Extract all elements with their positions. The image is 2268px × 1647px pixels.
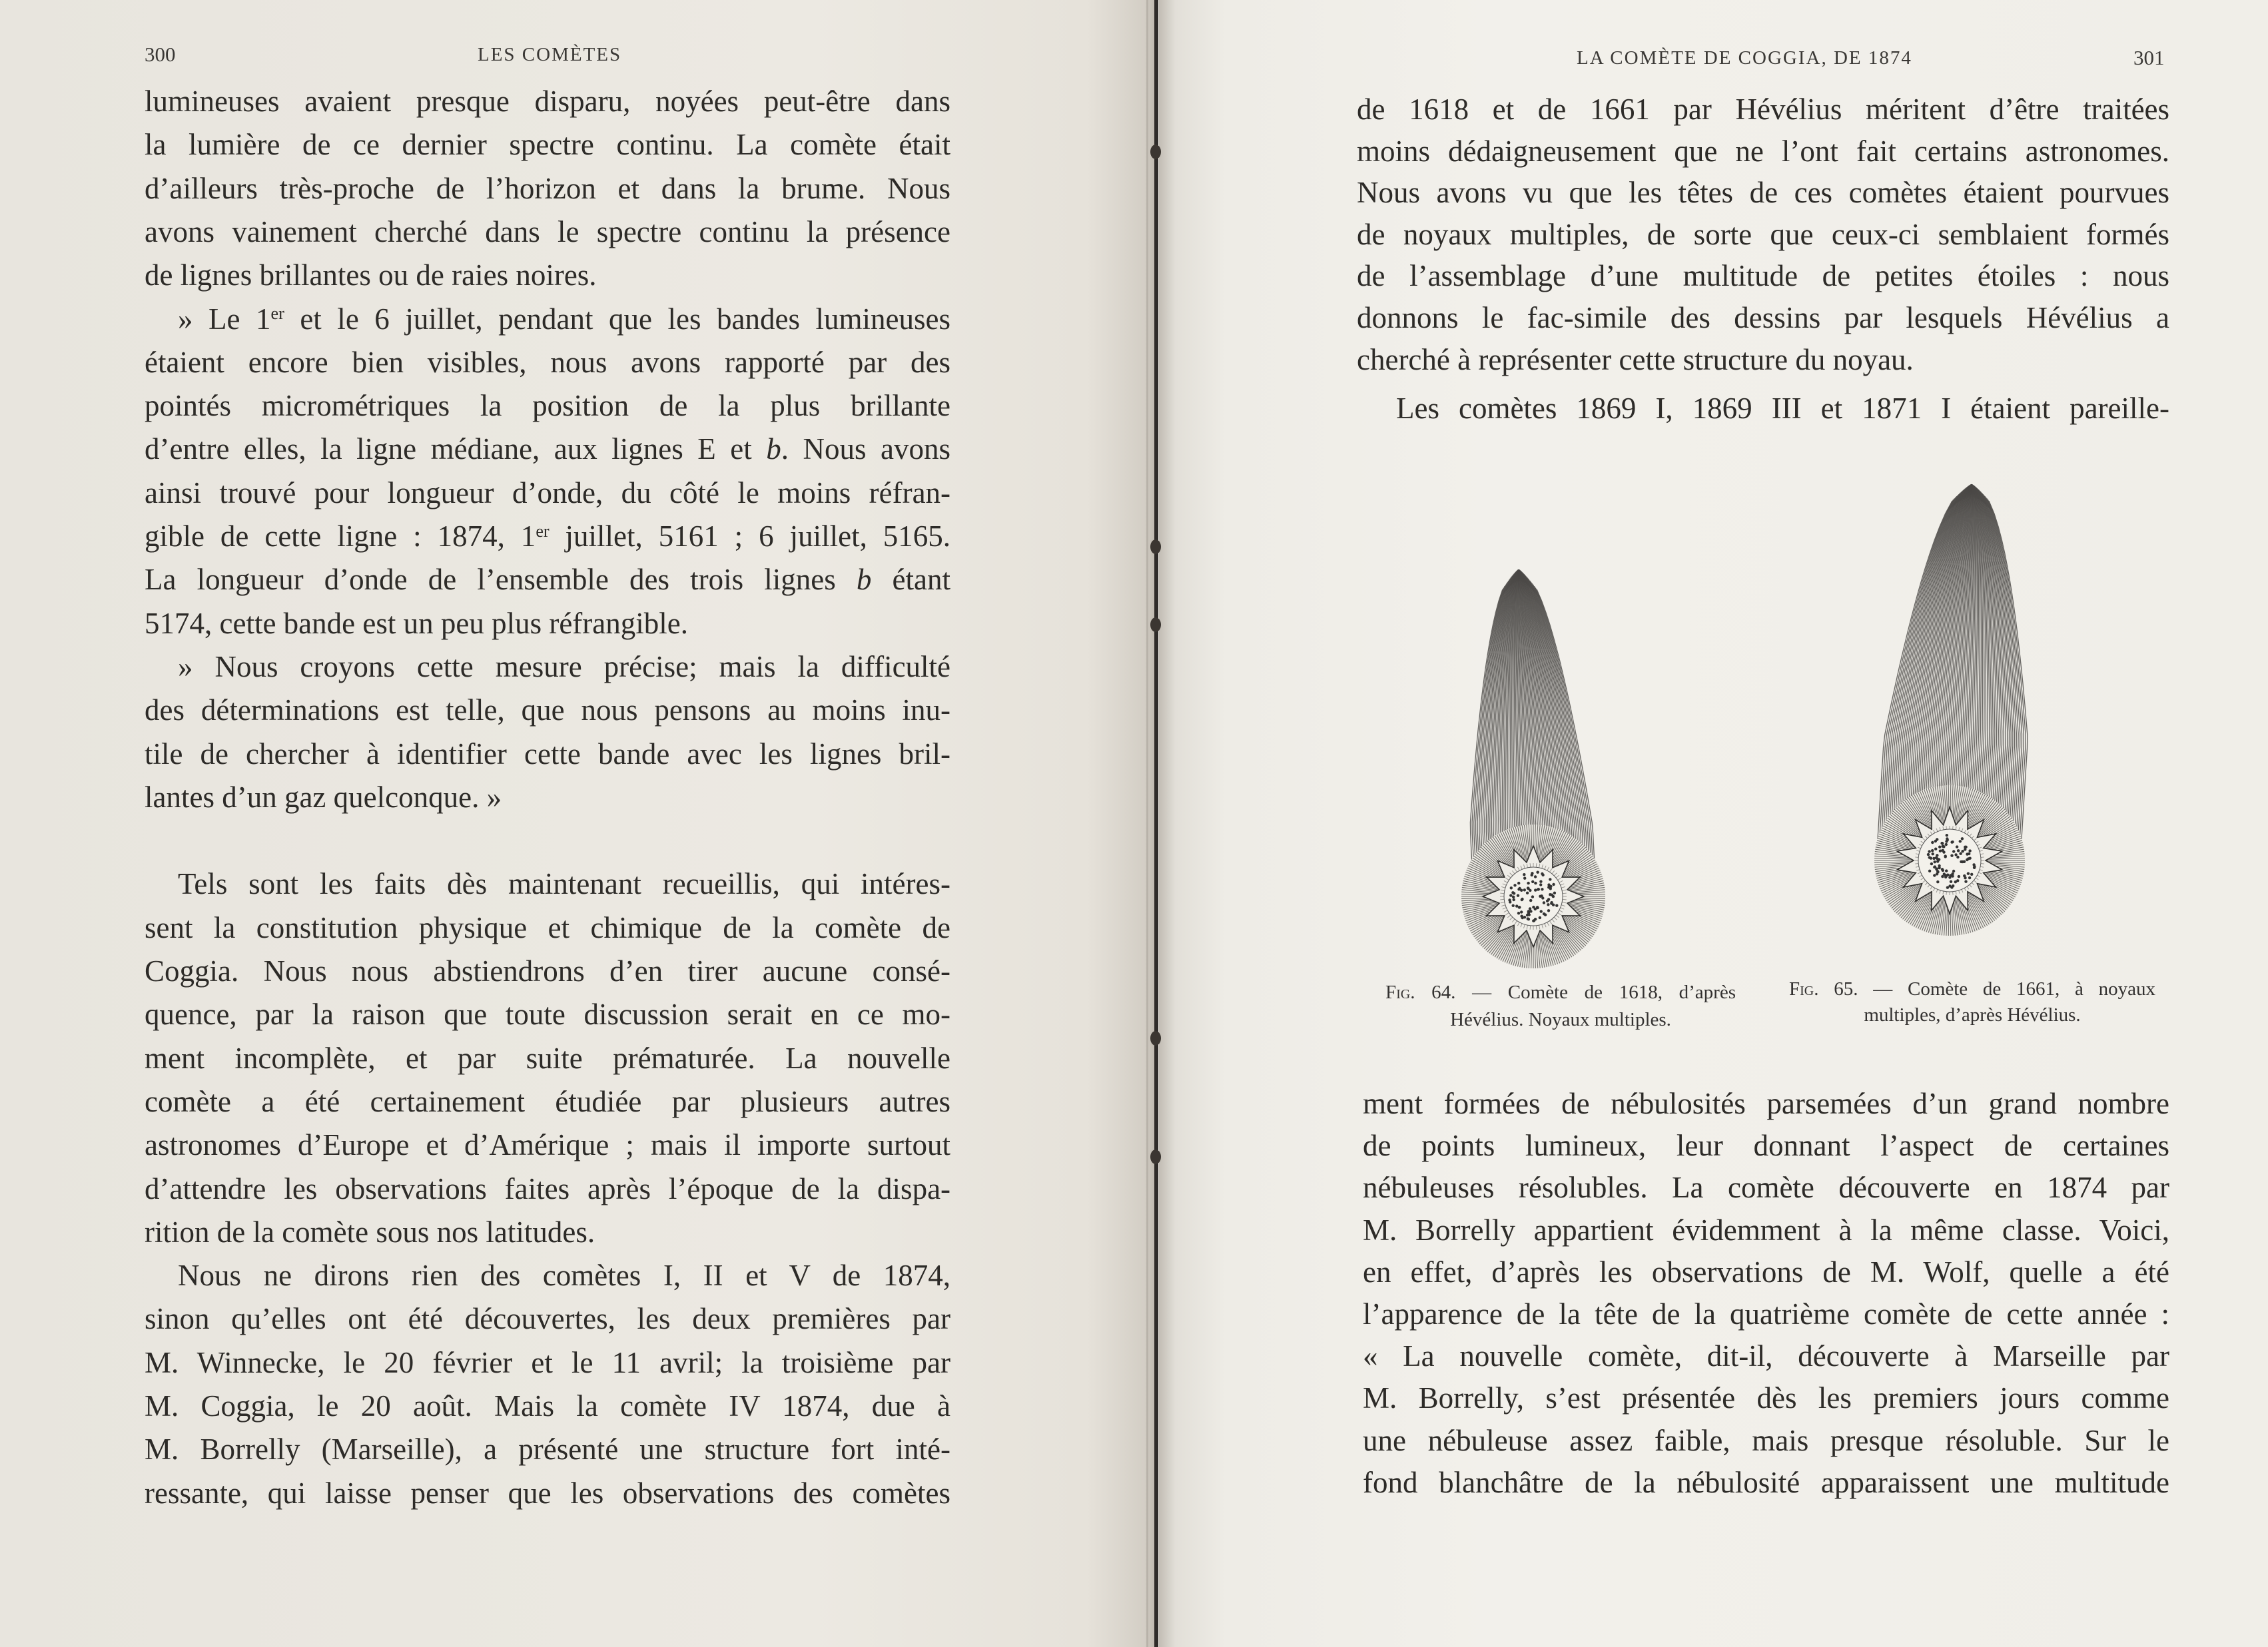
- text-line: M. Winnecke, le 20 février et le 11 avril; la troisième par: [145, 1345, 950, 1379]
- text-line: [145, 558, 950, 601]
- text-line: en effet, d’après les observations de M. Wolf, quelle a été: [1363, 1255, 2170, 1289]
- text-line: Nous avons vu que les têtes de ces comètes étaient pourvues: [1357, 176, 2169, 210]
- text-line: 5174, cette bande est un peu plus réfrangible.: [145, 606, 688, 640]
- text-line: Tels sont les faits dès maintenant recueillis, qui intéres-: [178, 867, 950, 901]
- text-segment: et le 6 juillet, pendant que les bandes lumineuses: [284, 302, 951, 336]
- text-segment: » Le 1: [178, 302, 271, 336]
- text-line: de noyaux multiples, de sorte que ceux-ci semblaient formés: [1357, 217, 2169, 251]
- text-line: rition de la comète sous nos latitudes.: [145, 1215, 595, 1249]
- figure-label: Fig. 65.: [1789, 978, 1858, 1000]
- figure-label: Fig. 64.: [1385, 982, 1456, 1003]
- text-line: avons vainement cherché dans le spectre continu la présence: [145, 214, 950, 248]
- text-line: » Nous croyons cette mesure précise; mais la difficulté: [178, 649, 951, 683]
- text-line: l’apparence de la tête de la quatrième comète de cette année :: [1363, 1297, 2170, 1331]
- right-page-number: 301: [2133, 46, 2165, 69]
- figure-65-caption-line2: multiples, d’après Hévélius.: [1864, 1004, 2081, 1026]
- binding-thread-knot: [1150, 145, 1161, 159]
- text-line: une nébuleuse assez faible, mais presque résoluble. Sur le: [1363, 1423, 2170, 1457]
- text-line: [145, 428, 950, 471]
- text-segment: gible de cette ligne : 1874, 1: [145, 519, 536, 553]
- book-gutter: [1154, 0, 1158, 1647]
- text-line: tile de chercher à identifier cette bande avec les lignes bril-: [145, 737, 950, 771]
- left-page-number: 300: [145, 43, 176, 66]
- text-segment: étant: [871, 563, 950, 597]
- text-line: cherché à représenter cette structure du noyau.: [1357, 342, 1914, 376]
- figure-64-caption-line2: Hévélius. Noyaux multiples.: [1450, 1009, 1671, 1030]
- superscript: er: [270, 304, 284, 324]
- gutter-shadow: [1146, 0, 1148, 1647]
- text-line: M. Borrelly, s’est présentée dès les premiers jours comme: [1363, 1381, 2169, 1415]
- text-line: étaient encore bien visibles, nous avons rapporté par des: [145, 345, 950, 379]
- text-line: M. Coggia, le 20 août. Mais la comète IV 1874, due à: [145, 1389, 950, 1423]
- text-line: Coggia. Nous nous abstiendrons d’en tirer aucune consé-: [145, 954, 951, 988]
- text-line: ainsi trouvé pour longueur d’onde, du côté le moins réfran-: [145, 476, 951, 509]
- text-line: M. Borrelly appartient évidemment à la même classe. Voici,: [1363, 1213, 2169, 1247]
- caption-text: — Comète de 1661, à noyaux: [1873, 978, 2155, 1000]
- text-line: ment incomplète, et par suite prématurée. La nouvelle: [145, 1041, 950, 1075]
- text-line: donnons le fac-simile des dessins par lesquels Hévélius a: [1357, 301, 2169, 334]
- text-line: d’attendre les observations faites après l’époque de la dispa-: [145, 1171, 951, 1205]
- text-line: des déterminations est telle, que nous pensons au moins inu-: [145, 693, 950, 727]
- right-running-head: LA COMÈTE DE COGGIA, DE 1874: [1577, 47, 1912, 69]
- text-line: sent la constitution physique et chimique de la comète de: [145, 910, 951, 944]
- italic-symbol: b: [766, 432, 781, 466]
- text-line: sinon qu’elles ont été découvertes, les deux premières par: [145, 1302, 950, 1336]
- figure-64-comet-engraving: [1452, 559, 1619, 986]
- text-segment: . Nous avons: [781, 432, 951, 466]
- binding-thread-knot: [1150, 1031, 1161, 1046]
- binding-thread-knot: [1150, 539, 1161, 554]
- text-segment: La longueur d’onde de l’ensemble des trois lignes: [145, 563, 857, 597]
- text-line: ment formées de nébulosités parsemées d’un grand nombre: [1363, 1087, 2170, 1120]
- text-line: [145, 515, 950, 558]
- text-line: ressante, qui laisse penser que les observations des comètes: [145, 1476, 950, 1510]
- text-line: pointés micrométriques la position de la plus brillante: [145, 389, 950, 423]
- text-line: « La nouvelle comète, dit-il, découverte à Marseille par: [1363, 1339, 2170, 1373]
- text-line: de points lumineux, leur donnant l’aspect de certaines: [1363, 1129, 2169, 1163]
- text-line: de l’assemblage d’une multitude de petites étoiles : nous: [1357, 259, 2169, 293]
- superscript: er: [536, 521, 550, 541]
- text-line: lumineuses avaient presque disparu, noyées peut-être dans: [145, 85, 950, 118]
- text-line: d’ailleurs très-proche de l’horizon et dans la brume. Nous: [145, 171, 951, 205]
- text-line: la lumière de ce dernier spectre continu. La comète était: [145, 128, 951, 162]
- text-line: quence, par la raison que toute discussion serait en ce mo-: [145, 998, 950, 1032]
- figure-64-caption-line1: [1385, 979, 1736, 1006]
- text-line: Les comètes 1869 I, 1869 III et 1871 I étaient pareille-: [1396, 392, 2169, 425]
- text-line: Nous ne dirons rien des comètes I, II et V de 1874,: [178, 1259, 951, 1293]
- text-line: M. Borrelly (Marseille), a présenté une structure fort inté-: [145, 1433, 950, 1467]
- figure-65-caption-line1: [1789, 976, 2155, 1002]
- text-line: moins dédaigneusement que ne l’ont fait certains astronomes.: [1357, 134, 2170, 168]
- figure-65-comet-engraving: [1858, 466, 2045, 959]
- text-line: lantes d’un gaz quelconque. »: [145, 780, 502, 814]
- text-line: astronomes d’Europe et d’Amérique ; mais il importe surtout: [145, 1128, 950, 1162]
- italic-symbol: b: [856, 563, 872, 597]
- binding-thread-knot: [1150, 617, 1161, 632]
- binding-thread-knot: [1150, 1150, 1161, 1164]
- caption-text: — Comète de 1618, d’après: [1472, 982, 1736, 1003]
- text-line: de lignes brillantes ou de raies noires.: [145, 258, 597, 292]
- left-running-head: LES COMÈTES: [478, 44, 622, 65]
- text-line: comète a été certainement étudiée par plusieurs autres: [145, 1084, 950, 1118]
- text-line: [178, 298, 950, 341]
- text-segment: d’entre elles, la ligne médiane, aux lignes E et: [145, 432, 767, 466]
- text-line: nébuleuses résolubles. La comète découverte en 1874 par: [1363, 1171, 2170, 1205]
- text-line: de 1618 et de 1661 par Hévélius méritent d’être traitées: [1357, 93, 2170, 126]
- text-segment: juillet, 5161 ; 6 juillet, 5165.: [549, 519, 951, 553]
- text-line: fond blanchâtre de la nébulosité apparaissent une multitude: [1363, 1465, 2169, 1499]
